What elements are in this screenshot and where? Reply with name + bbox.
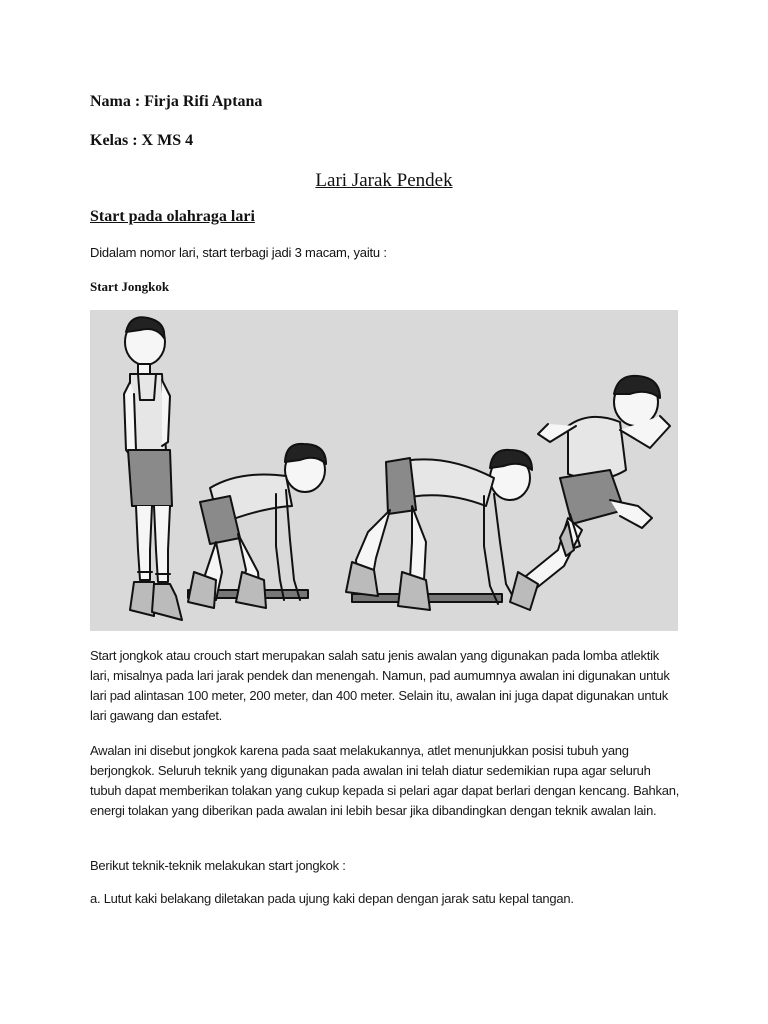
sub-heading-start-jongkok: Start Jongkok: [90, 279, 170, 294]
section-heading: Start pada olahraga lari: [90, 208, 255, 225]
crouch-start-illustration: [90, 310, 678, 631]
document-title: Lari Jarak Pendek: [315, 170, 453, 191]
paragraph-steps-intro: Berikut teknik-teknik melakukan start jongkok :: [90, 858, 346, 873]
intro-text: Didalam nomor lari, start terbagi jadi 3 macam, yaitu :: [90, 245, 387, 260]
paragraph-definition: Start jongkok atau crouch start merupakan salah satu jenis awalan yang digunakan pada lomba atlektik lari, misalnya pada lari jarak pendek dan menengah. Namun, pad aumumnya awalan ini digunakan untuk lari pad alintasan 100 meter, 200 meter, dan 400 meter. Selain itu, awalan ini juga dapat digunakan untuk lari gawang dan estafet.: [90, 648, 670, 723]
paragraph-explanation: Awalan ini disebut jongkok karena pada saat melakukannya, atlet menunjukkan posisi tubuh yang berjongkok. Seluruh teknik yang digunakan pada awalan ini telah diatur sedemikian rupa agar seluruh tubuh dapat memberikan tolakan yang cukup kepada si pelari agar dapat berlari dengan kencang. Bahkan, energi tolakan yang diberikan pada awalan ini lebih besar jika dibandingkan dengan teknik awalan lain.: [90, 743, 680, 818]
list-item-a: a. Lutut kaki belakang diletakan pada ujung kaki depan dengan jarak satu kepal tangan.: [90, 891, 574, 906]
student-class: Kelas : X MS 4: [90, 132, 194, 149]
student-name: Nama : Firja Rifi Aptana: [90, 93, 263, 110]
